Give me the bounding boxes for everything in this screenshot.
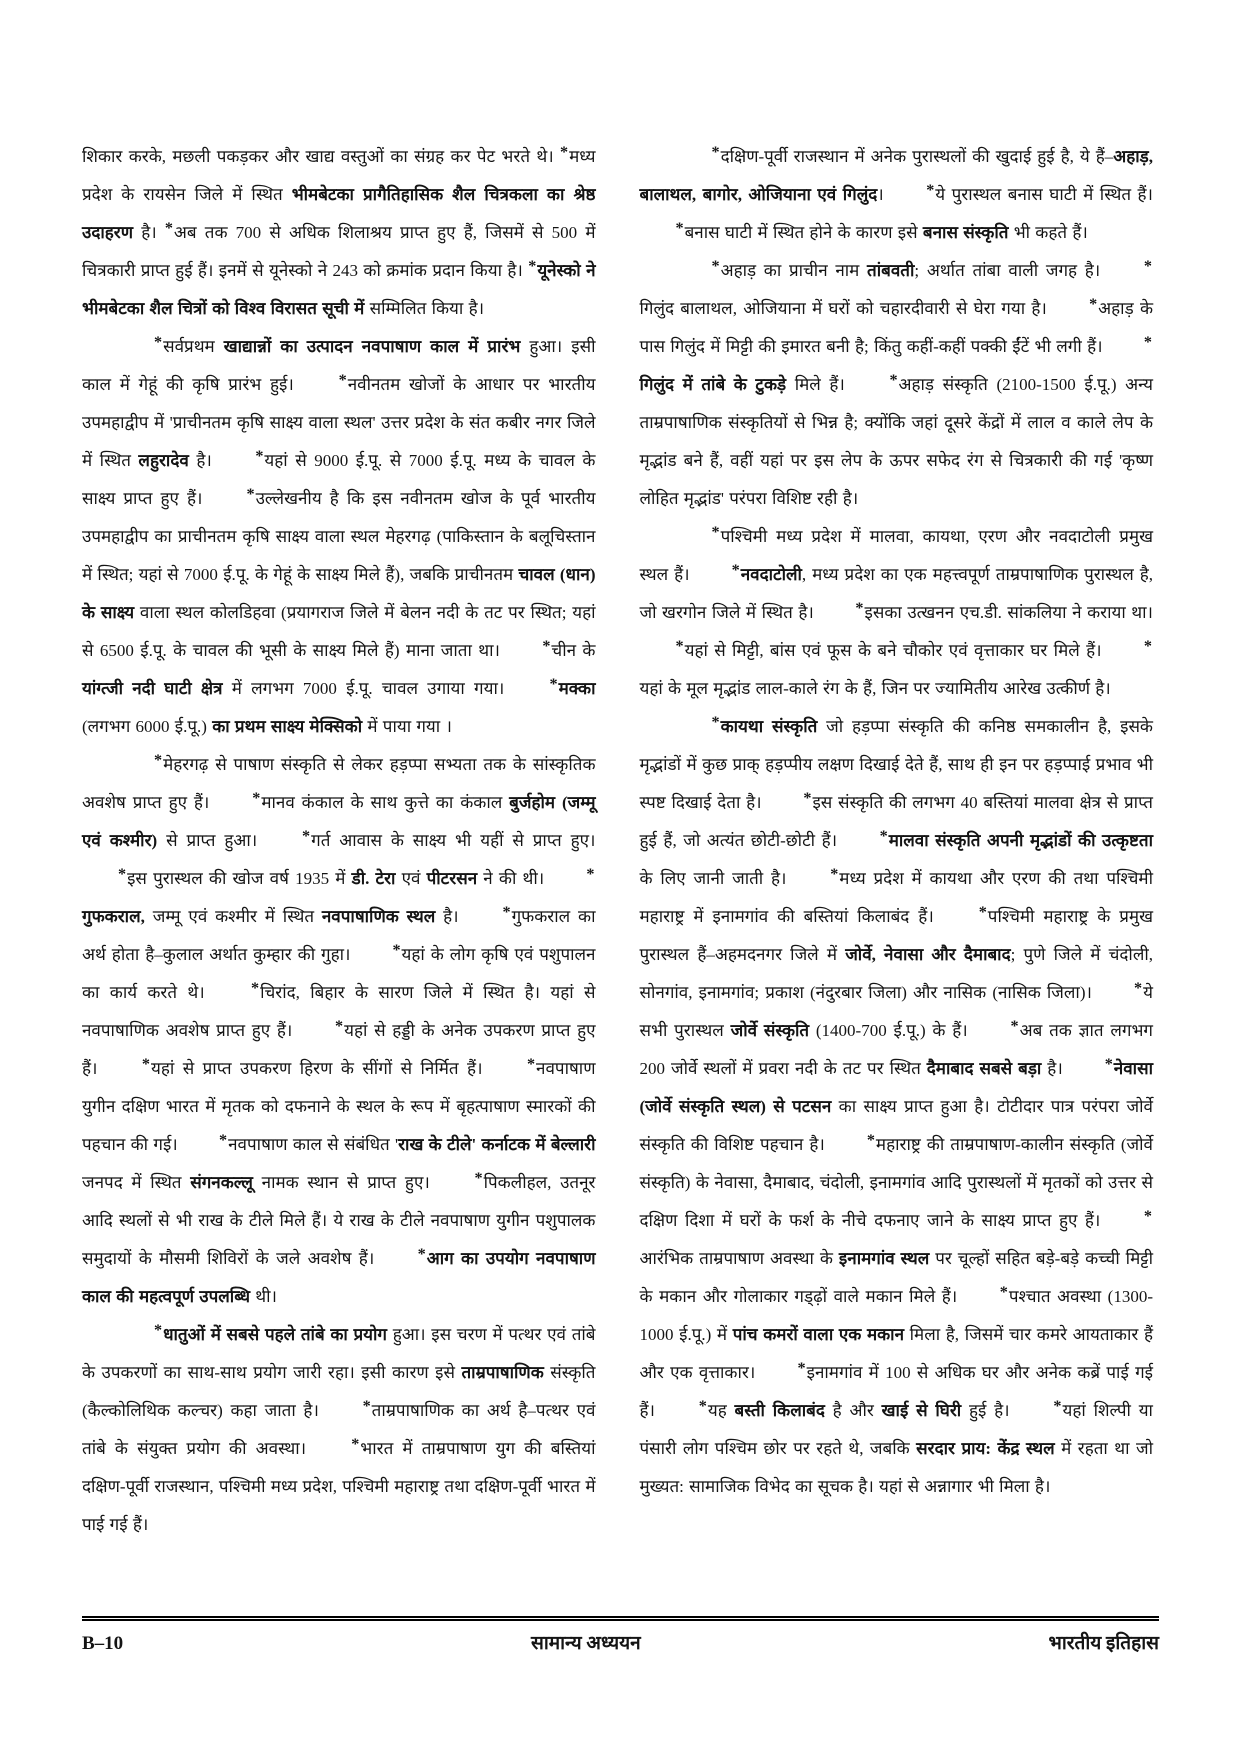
bold-text: गिलुंद में तांबे के टुकड़े	[639, 375, 787, 394]
bold-text: पांच कमरों वाला एक मकान	[732, 1325, 905, 1344]
page-number: B–10	[82, 1633, 124, 1654]
bold-text: कायथा संस्कृति	[720, 717, 818, 736]
bold-text: नेवासा (जोर्वे संस्कृति स्थल) से पटसन	[639, 1059, 1153, 1116]
paragraph: *कायथा संस्कृति जो हड़प्पा संस्कृति की कनिष्ठ समकालीन है, इसके मृद्भांडों में कुछ प्राक् हड़प्पीय लक्षण दिखाई देते हैं, साथ ही इन पर हड़प्पाई प्रभाव भी स्पष्ट दिखाई देता है। *इस संस्कृति की लगभग 40 बस्तियां मालवा क्षेत्र से प्राप्त हुई हैं, जो अत्यंत छोटी-छोटी हैं। *मालवा संस्कृति अपनी मृद्भांडों की उत्कृष्टता के लिए जानी जाती है। *मध्य प्रदेश में कायथा और एरण की तथा पश्चिमी महाराष्ट्र में इनामगांव की बस्तियां किलाबंद हैं। *पश्चिमी महाराष्ट्र के प्रमुख पुरास्थल हैं–अहमदनगर जिले में जोर्वे, नेवासा और दैमाबाद; पुणे जिले में चंदोली, सोनगांव, इनामगांव; प्रकाश (नंदुरबार जिला) और नासिक (नासिक जिला)। *ये सभी पुरास्थल जोर्वे संस्कृति (1400-700 ई.पू.) के हैं। *अब तक ज्ञात लगभग 200 जोर्वे स्थलों में प्रवरा नदी के तट पर स्थित दैमाबाद सबसे बड़ा है। *नेवासा (जोर्वे संस्कृति स्थल) से पटसन का साक्ष्य प्राप्त हुआ है। टोटीदार पात्र परंपरा जोर्वे संस्कृति की विशिष्ट पहचान है। *महाराष्ट्र की ताम्रपाषाण-कालीन संस्कृति (जोर्वे संस्कृति) के नेवासा, दैमाबाद, चंदोली, इनामगांव आदि पुरास्थलों में मृतकों को उत्तर से दक्षिण दिशा में घरों के फर्श के नीचे दफनाए जाने के साक्ष्य प्राप्त हुए हैं। *आरंभिक ताम्रपाषाण अवस्था के इनामगांव स्थल पर चूल्हों सहित बड़े-बड़े कच्ची मिट्टी के मकान और गोलाकार गड्ढ़ों वाले मकान मिले हैं। *पश्चात अवस्था (1300-1000 ई.पू.) में पांच कमरों वाला एक मकान मिला है, जिसमें चार कमरे आयताकार हैं और एक वृत्ताकार। *इनामगांव में 100 से अधिक घर और अनेक कब्रें पाई गई हैं। *यह बस्ती किलाबंद है और खाई से घिरी हुई है। *यहां शिल्पी या पंसारी लोग पश्चिम छोर पर रहते थे, जबकि सरदार प्राय: केंद्र स्थल में रहता था जो मुख्यत: सामाजिक विभेद का सूचक है। यहां से अन्नागार भी मिला है।	[639, 714, 1154, 1496]
bold-text: नवदाटोली	[740, 565, 802, 584]
bold-text: गुफकराल,	[82, 907, 145, 926]
bold-text: भीमबेटका प्रागैतिहासिक शैल चित्रकला का श्रेष्ठ उदाहरण	[82, 185, 596, 242]
bold-text: तांबवती	[867, 261, 915, 280]
bold-text: ताम्रपाषाणिक	[461, 1363, 544, 1382]
bold-text: पीटरसन	[426, 869, 478, 888]
paragraph: *अहाड़ का प्राचीन नाम तांबवती; अर्थात तांबा वाली जगह है। *गिलुंद बालाथल, ओजियाना में घरों को चहारदीवारी से घेरा गया है। *अहाड़ के पास गिलुंद में मिट्टी की इमारत बनी है; किंतु कहीं-कहीं पक्की ईंटें भी लगी हैं। *गिलुंद में तांबे के टुकड़े मिले हैं। *अहाड़ संस्कृति (2100-1500 ई.पू.) अन्य ताम्रपाषाणिक संस्कृतियों से भिन्न है; क्योंकि जहां दूसरे केंद्रों में लाल व काले लेप के मृद्भांड बने हैं, वहीं यहां पर इस लेप के ऊपर सफेद रंग से चित्रकारी की गई 'कृष्ण लोहित मृद्भांड' परंपरा विशिष्ट रही है।	[639, 258, 1153, 508]
bold-text: दैमाबाद सबसे बड़ा	[926, 1059, 1042, 1078]
bold-text: यांग्त्जी नदी घाटी क्षेत्र	[82, 679, 223, 698]
bold-text: बुर्जहोम (जम्मू एवं कश्मीर)	[82, 793, 596, 850]
bold-text: जोर्वे, नेवासा और दैमाबाद	[845, 945, 1011, 964]
footer-subject-title: सामान्य अध्ययन	[531, 1633, 641, 1654]
bold-text: बस्ती किलाबंद	[734, 1401, 825, 1420]
text-column-left	[82, 138, 596, 1544]
bold-text: मालवा संस्कृति अपनी मृद्भांडों की उत्कृष्टता	[888, 831, 1154, 850]
bold-text: इनामगांव स्थल	[838, 1249, 930, 1268]
bold-text: अहाड़, बालाथल, बागोर, ओजियाना एवं गिलुंद	[639, 147, 1153, 204]
bold-text: खाद्यान्नों का उत्पादन नवपाषाण काल में प्रारंभ	[223, 337, 521, 356]
page-footer	[0, 1616, 1241, 1755]
bold-text: आग का उपयोग नवपाषाण काल की महत्वपूर्ण उपलब्धि	[82, 1249, 596, 1306]
footer-rule	[82, 1616, 1159, 1621]
bold-text: चावल (धान) के साक्ष्य	[82, 565, 596, 622]
bold-text: यूनेस्को ने भीमबेटका शैल चित्रों को विश्व विरासत सूची में	[82, 261, 596, 318]
bold-text: खाई से घिरी	[881, 1401, 962, 1420]
bold-text: मक्का	[558, 679, 596, 698]
paragraph: *दक्षिण-पूर्वी राजस्थान में अनेक पुरास्थलों की खुदाई हुई है, ये हैं–अहाड़, बालाथल, बागोर, ओजियाना एवं गिलुंद। *ये पुरास्थल बनास घाटी में स्थित हैं। *बनास घाटी में स्थित होने के कारण इसे बनास संस्कृति भी कहते हैं।	[639, 144, 1153, 242]
bold-text: सरदार प्राय: केंद्र स्थल	[916, 1439, 1055, 1458]
bold-text: का प्रथम साक्ष्य मेक्सिको	[212, 717, 363, 736]
paragraph: *मेहरगढ़ से पाषाण संस्कृति से लेकर हड़प्पा सभ्यता तक के सांस्कृतिक अवशेष प्राप्त हुए हैं। *मानव कंकाल के साथ कुत्ते का कंकाल बुर्जहोम (जम्मू एवं कश्मीर) से प्राप्त हुआ। *गर्त आवास के साक्ष्य भी यहीं से प्राप्त हुए। *इस पुरास्थल की खोज वर्ष 1935 में डी. टेरा एवं पीटरसन ने की थी। *गुफकराल, जम्मू एवं कश्मीर में स्थित नवपाषाणिक स्थल है। *गुफकराल का अर्थ होता है–कुलाल अर्थात कुम्हार की गुहा। *यहां के लोग कृषि एवं पशुपालन का कार्य करते थे। *चिरांद, बिहार के सारण जिले में स्थित है। यहां से नवपाषाणिक अवशेष प्राप्त हुए हैं। *यहां से हड्डी के अनेक उपकरण प्राप्त हुए हैं। *यहां से प्राप्त उपकरण हिरण के सींगों से निर्मित हैं। *नवपाषाण युगीन दक्षिण भारत में मृतक को दफनाने के स्थल के रूप में बृहत्पाषाण स्मारकों की पहचान की गई। *नवपाषाण काल से संबंधित 'राख के टीले' कर्नाटक में बेल्लारी जनपद में स्थित संगनकल्लू नामक स्थान से प्राप्त हुए। *पिकलीहल, उतनूर आदि स्थलों से भी राख के टीले मिले हैं। ये राख के टीले नवपाषाण युगीन पशुपालक समुदायों के मौसमी शिविरों के जले अवशेष हैं। *आग का उपयोग नवपाषाण काल की महत्वपूर्ण उपलब्धि थी।	[82, 752, 596, 1306]
paragraph: *सर्वप्रथम खाद्यान्नों का उत्पादन नवपाषाण काल में प्रारंभ हुआ। इसी काल में गेहूं की कृषि प्रारंभ हुई। *नवीनतम खोजों के आधार पर भारतीय उपमहाद्वीप में 'प्राचीनतम कृषि साक्ष्य वाला स्थल' उत्तर प्रदेश के संत कबीर नगर जिले में स्थित लहुरादेव है। *यहां से 9000 ई.पू. से 7000 ई.पू. मध्य के चावल के साक्ष्य प्राप्त हुए हैं। *उल्लेखनीय है कि इस नवीनतम खोज के पूर्व भारतीय उपमहाद्वीप का प्राचीनतम कृषि साक्ष्य वाला स्थल मेहरगढ़ (पाकिस्तान के बलूचिस्तान में स्थित; यहां से 7000 ई.पू. के गेहूं के साक्ष्य मिले हैं), जबकि प्राचीनतम चावल (धान) के साक्ष्य वाला स्थल कोलडिहवा (प्रयागराज जिले में बेलन नदी के तट पर स्थित; यहां से 6500 ई.पू. के चावल की भूसी के साक्ष्य मिले हैं) माना जाता था। *चीन के यांग्त्जी नदी घाटी क्षेत्र में लगभग 7000 ई.पू. चावल उगाया गया। *मक्का (लगभग 6000 ई.पू.) का प्रथम साक्ष्य मेक्सिको में पाया गया ।	[82, 334, 596, 736]
paragraph: *पश्चिमी मध्य प्रदेश में मालवा, कायथा, एरण और नवदाटोली प्रमुख स्थल हैं। *नवदाटोली, मध्य प्रदेश का एक महत्त्वपूर्ण ताम्रपाषाणिक पुरास्थल है, जो खरगोन जिले में स्थित है। *इसका उत्खनन एच.डी. सांकलिया ने कराया था। *यहां से मिट्टी, बांस एवं फूस के बने चौकोर एवं वृत्ताकार घर मिले हैं। *यहां के मूल मृद्भांड लाल-काले रंग के हैं, जिन पर ज्यामितीय आरेख उत्कीर्ण है।	[639, 524, 1154, 698]
footer-row	[82, 1629, 1159, 1659]
bold-text: धातुओं में सबसे पहले तांबे का प्रयोग	[163, 1325, 388, 1344]
paragraph: *धातुओं में सबसे पहले तांबे का प्रयोग हुआ। इस चरण में पत्थर एवं तांबे के उपकरणों का साथ-साथ प्रयोग जारी रहा। इसी कारण इसे ताम्रपाषाणिक संस्कृति (कैल्कोलिथिक कल्चर) कहा जाता है। *ताम्रपाषाणिक का अर्थ है–पत्थर एवं तांबे के संयुक्त प्रयोग की अवस्था। *भारत में ताम्रपाषाण युग की बस्तियां दक्षिण-पूर्वी राजस्थान, पश्चिमी मध्य प्रदेश, पश्चिमी महाराष्ट्र तथा दक्षिण-पूर्वी भारत में पाई गई हैं।	[82, 1322, 596, 1534]
text-column-right	[640, 138, 1154, 1506]
bold-text: राख के टीले' कर्नाटक में बेल्लारी	[398, 1135, 596, 1154]
bold-text: नवपाषाणिक स्थल	[321, 907, 436, 926]
bold-text: संगनकल्लू	[190, 1173, 253, 1192]
bold-text: बनास संस्कृति	[922, 223, 1009, 242]
paragraph: शिकार करके, मछली पकड़कर और खाद्य वस्तुओं का संग्रह कर पेट भरते थे। *मध्य प्रदेश के रायसेन जिले में स्थित भीमबेटका प्रागैतिहासिक शैल चित्रकला का श्रेष्ठ उदाहरण है। *अब तक 700 से अधिक शिलाश्रय प्राप्त हुए हैं, जिसमें से 500 में चित्रकारी प्राप्त हुई हैं। इनमें से यूनेस्को ने 243 को क्रमांक प्रदान किया है। *यूनेस्को ने भीमबेटका शैल चित्रों को विश्व विरासत सूची में सम्मिलित किया है।	[82, 144, 596, 318]
footer-chapter-title: भारतीय इतिहास	[1048, 1633, 1159, 1654]
bold-text: लहुरादेव	[138, 451, 189, 470]
bold-text: डी. टेरा	[351, 869, 396, 888]
bold-text: जोर्वे संस्कृति	[730, 1021, 810, 1040]
